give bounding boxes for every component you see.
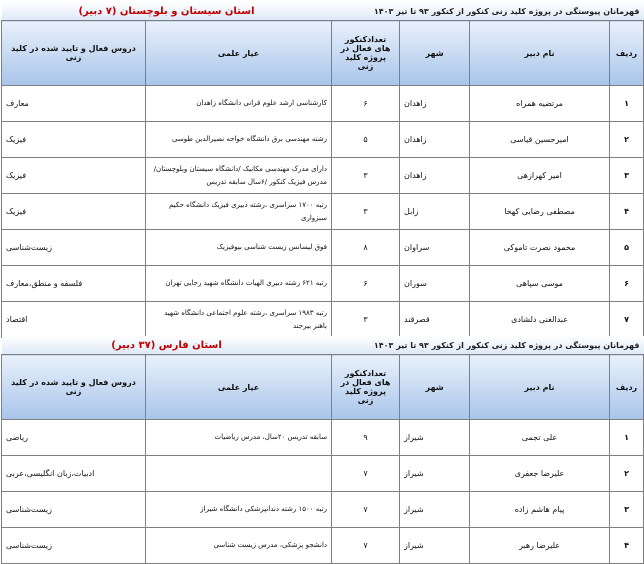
table-header-row — [2, 355, 644, 420]
row-name: علی تجمی — [470, 420, 610, 456]
row-subjects: زیست‌شناسی — [2, 230, 146, 266]
row-count: ۸ — [332, 230, 400, 266]
row-criteria: رشته مهندسی برق دانشگاه خواجه نصیرالدین طوسی — [146, 122, 332, 158]
row-name: علیرضا رهبر — [470, 528, 610, 564]
row-subjects: ادبیات،زبان انگلیسی،عربی — [2, 456, 146, 492]
province-title: استان سیستان و بلوچستان (۷ دبیر) — [2, 2, 332, 21]
row-subjects: فیزیک — [2, 122, 146, 158]
row-idx: ۴ — [610, 194, 644, 230]
header-subjects: دروس فعال و تایید شده در کلید زنی — [2, 21, 146, 86]
row-city: سوران — [400, 266, 470, 302]
section-sistan-table — [1, 2, 644, 338]
header-name: نام دبیر — [470, 21, 610, 86]
row-name: پیام هاشم زاده — [470, 492, 610, 528]
row-count: ۶ — [332, 86, 400, 122]
row-city: زاهدان — [400, 158, 470, 194]
table-row — [2, 158, 644, 194]
row-idx: ۵ — [610, 230, 644, 266]
table-row — [2, 420, 644, 456]
row-city: شیراز — [400, 492, 470, 528]
header-idx: ردیف — [610, 355, 644, 420]
table-header-row — [2, 21, 644, 86]
row-name: امیرحسین قیاسی — [470, 122, 610, 158]
row-idx: ۲ — [610, 122, 644, 158]
row-city: سراوان — [400, 230, 470, 266]
header-name: نام دبیر — [470, 355, 610, 420]
row-city: شیراز — [400, 528, 470, 564]
row-count: ۳ — [332, 302, 400, 338]
row-name: امیر کهرازهی — [470, 158, 610, 194]
row-name: مرتضیه همراه — [470, 86, 610, 122]
row-name: محمود نصرت تاموکی — [470, 230, 610, 266]
row-name: عبدالغنی دلشادی — [470, 302, 610, 338]
table-row — [2, 86, 644, 122]
row-idx: ۲ — [610, 456, 644, 492]
row-subjects: فیزیک — [2, 194, 146, 230]
header-city: شهر — [400, 21, 470, 86]
row-city: شیراز — [400, 420, 470, 456]
row-criteria: فوق لیسانس زیست شناسی بیوفیزیک — [146, 230, 332, 266]
row-name: موسی سپاهی — [470, 266, 610, 302]
table-row — [2, 194, 644, 230]
table-row — [2, 492, 644, 528]
row-idx: ۱ — [610, 420, 644, 456]
section-title-row — [2, 2, 644, 21]
row-criteria — [146, 456, 332, 492]
section-fars-table — [1, 336, 644, 564]
section-title-row — [2, 336, 644, 355]
row-subjects: زیست‌شناسی — [2, 492, 146, 528]
province-title: استان فارس (۳۷ دبیر) — [2, 336, 332, 355]
row-count: ۹ — [332, 420, 400, 456]
row-criteria: کارشناسی ارشد علوم قرانی دانشگاه زاهدان — [146, 86, 332, 122]
row-city: زاهدان — [400, 86, 470, 122]
row-count: ۷ — [332, 492, 400, 528]
row-idx: ۴ — [610, 528, 644, 564]
row-idx: ۱ — [610, 86, 644, 122]
section-caption: قهرمانان پیوستگی در پروژه کلید زنی کنکور از کنکور ۹۳ تا تیر ۱۴۰۳ — [332, 336, 644, 355]
header-count: تعدادکنکور های فعال در پروژه کلید زنی — [332, 21, 400, 86]
header-idx: ردیف — [610, 21, 644, 86]
row-count: ۶ — [332, 266, 400, 302]
row-name: علیرضا جعفری — [470, 456, 610, 492]
row-subjects: زیست‌شناسی — [2, 528, 146, 564]
row-count: ۷ — [332, 528, 400, 564]
header-criteria: عیار علمی — [146, 355, 332, 420]
row-idx: ۶ — [610, 266, 644, 302]
row-criteria: رتبه ۱۵۰۰ رشته دندانپزشکی دانشگاه شیراز — [146, 492, 332, 528]
row-subjects: معارف — [2, 86, 146, 122]
table-row — [2, 302, 644, 338]
row-subjects: فیزیک — [2, 158, 146, 194]
header-subjects: دروس فعال و تایید شده در کلید زنی — [2, 355, 146, 420]
row-city: زاهدان — [400, 122, 470, 158]
row-idx: ۳ — [610, 158, 644, 194]
row-subjects: اقتصاد — [2, 302, 146, 338]
table-row — [2, 456, 644, 492]
row-count: ۳ — [332, 158, 400, 194]
header-count: تعدادکنکور های فعال در پروژه کلید زنی — [332, 355, 400, 420]
table-row — [2, 230, 644, 266]
row-criteria: رتبه ۶۲۱ رشته دبیری الهیات دانشگاه شهید رجایی تهران — [146, 266, 332, 302]
row-criteria: رتبه ۱۷۰۰ سراسری ،رشته دبیری فیزیک دانشگاه حکیم سبزواری — [146, 194, 332, 230]
header-city: شهر — [400, 355, 470, 420]
row-count: ۳ — [332, 194, 400, 230]
row-criteria: سابقه تدریس ۲۰سال، مدرس ریاضیات — [146, 420, 332, 456]
row-subjects: فلسفه و منطق،معارف — [2, 266, 146, 302]
row-city: شیراز — [400, 456, 470, 492]
table-row — [2, 266, 644, 302]
row-idx: ۳ — [610, 492, 644, 528]
row-city: زابل — [400, 194, 470, 230]
header-criteria: عیار علمی — [146, 21, 332, 86]
row-city: قصرقند — [400, 302, 470, 338]
row-count: ۵ — [332, 122, 400, 158]
section-caption: قهرمانان پیوستگی در پروژه کلید زنی کنکور از کنکور ۹۳ تا تیر ۱۴۰۳ — [332, 2, 644, 21]
row-criteria: دارای مدرک مهندسی مکانیک /دانشگاه سیستان وبلوچستان/ مدرس فیزیک کنکور /۶سال سابقه تدریس — [146, 158, 332, 194]
table-row — [2, 122, 644, 158]
row-subjects: ریاضی — [2, 420, 146, 456]
row-count: ۷ — [332, 456, 400, 492]
row-name: مصطفی رضایی کهخا — [470, 194, 610, 230]
row-idx: ۷ — [610, 302, 644, 338]
row-criteria: دانشجو پزشکی، مدرس زیست شناسی — [146, 528, 332, 564]
table-row — [2, 528, 644, 564]
row-criteria: رتبه ۱۹۸۳ سراسری ،رشته علوم اجتماعی دانشگاه شهید باهنر بیرجند — [146, 302, 332, 338]
